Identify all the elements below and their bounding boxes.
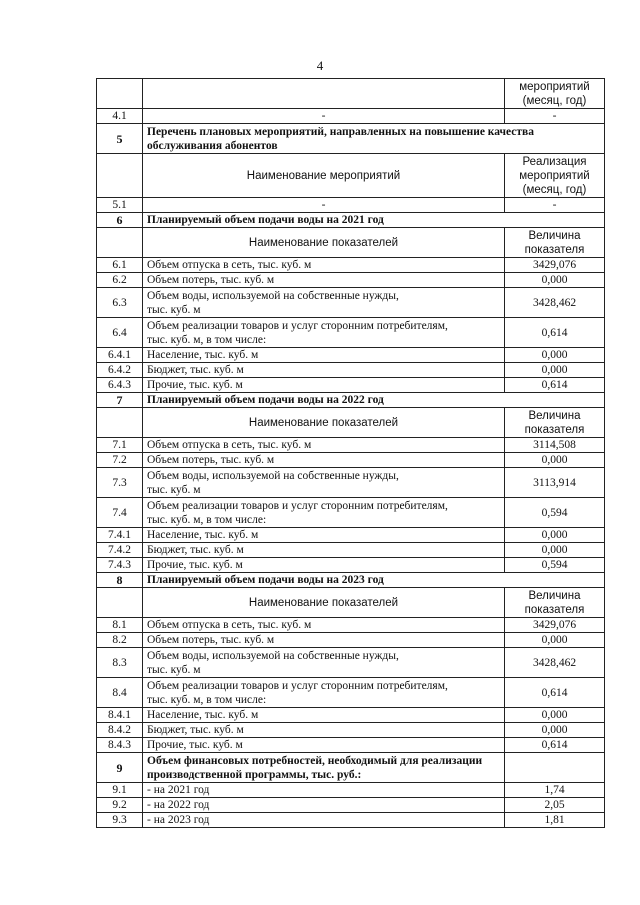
row-number: 7.4 xyxy=(97,498,143,528)
table-row xyxy=(97,783,605,798)
table-row xyxy=(97,618,605,633)
row-number: 7.4.3 xyxy=(97,558,143,573)
table-row xyxy=(97,498,605,528)
row-number: 6.4.2 xyxy=(97,363,143,378)
section-title-row xyxy=(97,124,605,154)
table-row xyxy=(97,813,605,828)
column-header-line: Реализация xyxy=(522,155,587,168)
row-value: 3428,462 xyxy=(505,288,605,318)
row-number: 8.4 xyxy=(97,678,143,708)
table-row xyxy=(97,288,605,318)
row-name xyxy=(143,678,505,708)
empty-num-cell xyxy=(97,408,143,438)
column-header-line: показателя xyxy=(524,603,585,616)
column-header-row xyxy=(97,228,605,258)
section-title-row xyxy=(97,393,605,408)
row-name-line: тыс. куб. м, в том числе: xyxy=(147,513,267,526)
row-value: 0,594 xyxy=(505,498,605,528)
row-number: 8.2 xyxy=(97,633,143,648)
row-value: 0,594 xyxy=(505,558,605,573)
table-row xyxy=(97,198,605,213)
column-header-row xyxy=(97,588,605,618)
row-value: - xyxy=(505,198,605,213)
empty-num-cell xyxy=(97,228,143,258)
table-row xyxy=(97,318,605,348)
column-header-row xyxy=(97,408,605,438)
row-name: - xyxy=(143,198,505,213)
row-name: Прочие, тыс. куб. м xyxy=(143,378,505,393)
row-number: 6.4.3 xyxy=(97,378,143,393)
table-row xyxy=(97,648,605,678)
row-name-line: тыс. куб. м, в том числе: xyxy=(147,333,267,346)
value-header-line: (месяц, год) xyxy=(522,94,587,107)
empty-num-cell xyxy=(97,154,143,198)
row-number: 7.2 xyxy=(97,453,143,468)
row-number: 6.1 xyxy=(97,258,143,273)
table-row xyxy=(97,258,605,273)
table-row xyxy=(97,738,605,753)
table-row xyxy=(97,528,605,543)
row-name xyxy=(143,498,505,528)
table-row xyxy=(97,798,605,813)
column-header-line: показателя xyxy=(524,243,585,256)
column-header-line: мероприятий xyxy=(519,169,590,182)
column-header-row xyxy=(97,154,605,198)
row-name: Бюджет, тыс. куб. м xyxy=(143,363,505,378)
section-title-row xyxy=(97,213,605,228)
row-name: Население, тыс. куб. м xyxy=(143,708,505,723)
row-number: 5.1 xyxy=(97,198,143,213)
column-header-name: Наименование показателей xyxy=(143,588,505,618)
section-title-row xyxy=(97,753,605,783)
table-row xyxy=(97,708,605,723)
row-name: Бюджет, тыс. куб. м xyxy=(143,543,505,558)
row-value: 0,614 xyxy=(505,378,605,393)
column-header-line: Величина xyxy=(528,229,581,242)
production-program-table xyxy=(96,78,605,828)
table-row xyxy=(97,363,605,378)
row-number: 6.2 xyxy=(97,273,143,288)
row-name: Прочие, тыс. куб. м xyxy=(143,738,505,753)
value-header-line: мероприятий xyxy=(519,80,590,93)
row-name-line: Объем реализации товаров и услуг сторонним потребителям, xyxy=(147,679,448,692)
empty-name-cell xyxy=(143,79,505,109)
column-header-line: показателя xyxy=(524,423,585,436)
row-name-line: тыс. куб. м xyxy=(147,303,201,316)
row-value: 0,000 xyxy=(505,543,605,558)
column-header-line: (месяц, год) xyxy=(522,183,587,196)
row-name xyxy=(143,468,505,498)
row-number: 6.4.1 xyxy=(97,348,143,363)
column-header-name: Наименование мероприятий xyxy=(143,154,505,198)
row-number: 7.4.1 xyxy=(97,528,143,543)
row-name xyxy=(143,318,505,348)
row-value: 0,000 xyxy=(505,273,605,288)
table-row xyxy=(97,378,605,393)
section-title: Перечень плановых мероприятий, направленных на повышение качества обслуживания абонентов xyxy=(143,124,605,154)
row-name: - xyxy=(143,109,505,124)
table-row xyxy=(97,273,605,288)
row-value: 0,000 xyxy=(505,363,605,378)
row-name: Объем отпуска в сеть, тыс. куб. м xyxy=(143,258,505,273)
row-value: 0,000 xyxy=(505,723,605,738)
table-row xyxy=(97,633,605,648)
table-row xyxy=(97,468,605,498)
row-name: Объем отпуска в сеть, тыс. куб. м xyxy=(143,618,505,633)
row-value: 0,000 xyxy=(505,708,605,723)
row-number: 8.1 xyxy=(97,618,143,633)
row-value: 0,614 xyxy=(505,738,605,753)
row-name: Население, тыс. куб. м xyxy=(143,528,505,543)
row-number: 6.4 xyxy=(97,318,143,348)
row-number: 8.4.1 xyxy=(97,708,143,723)
row-value: 0,000 xyxy=(505,453,605,468)
row-value: 3113,914 xyxy=(505,468,605,498)
row-name-line: Объем воды, используемой на собственные нужды, xyxy=(147,289,399,302)
empty-value-cell xyxy=(505,753,605,783)
row-number: 9.1 xyxy=(97,783,143,798)
row-name-line: Объем реализации товаров и услуг сторонним потребителям, xyxy=(147,499,448,512)
column-header-name: Наименование показателей xyxy=(143,228,505,258)
row-name: Бюджет, тыс. куб. м xyxy=(143,723,505,738)
row-number: 9.3 xyxy=(97,813,143,828)
row-name xyxy=(143,288,505,318)
row-value: 0,000 xyxy=(505,528,605,543)
row-name-line: Объем воды, используемой на собственные нужды, xyxy=(147,649,399,662)
row-value: 0,000 xyxy=(505,633,605,648)
row-value: 3428,462 xyxy=(505,648,605,678)
table-row xyxy=(97,348,605,363)
row-number: 7.3 xyxy=(97,468,143,498)
section-number: 5 xyxy=(97,124,143,154)
row-value: 1,81 xyxy=(505,813,605,828)
row-name-line: тыс. куб. м xyxy=(147,663,201,676)
value-header-cell xyxy=(505,79,605,109)
row-name: - на 2022 год xyxy=(143,798,505,813)
table-row xyxy=(97,723,605,738)
row-number: 6.3 xyxy=(97,288,143,318)
row-number: 9.2 xyxy=(97,798,143,813)
empty-num-cell xyxy=(97,588,143,618)
section-number: 7 xyxy=(97,393,143,408)
column-header-value xyxy=(505,228,605,258)
section-number: 6 xyxy=(97,213,143,228)
row-value: 3114,508 xyxy=(505,438,605,453)
row-value: 0,614 xyxy=(505,318,605,348)
row-name: Объем потерь, тыс. куб. м xyxy=(143,453,505,468)
row-value: 2,05 xyxy=(505,798,605,813)
row-name xyxy=(143,648,505,678)
row-number: 7.1 xyxy=(97,438,143,453)
row-name: Объем потерь, тыс. куб. м xyxy=(143,633,505,648)
row-value: - xyxy=(505,109,605,124)
row-name-line: Объем реализации товаров и услуг сторонним потребителям, xyxy=(147,319,448,332)
row-name-line: тыс. куб. м, в том числе: xyxy=(147,693,267,706)
row-number: 8.4.3 xyxy=(97,738,143,753)
section-title: Объем финансовых потребностей, необходимый для реализации производственной программы, тыс. руб.: xyxy=(143,753,505,783)
section-number: 8 xyxy=(97,573,143,588)
row-name: Население, тыс. куб. м xyxy=(143,348,505,363)
section-title: Планируемый объем подачи воды на 2023 год xyxy=(143,573,605,588)
table-row xyxy=(97,109,605,124)
table-row xyxy=(97,678,605,708)
table-row xyxy=(97,438,605,453)
row-value: 1,74 xyxy=(505,783,605,798)
column-header-line: Величина xyxy=(528,589,581,602)
row-number: 4.1 xyxy=(97,109,143,124)
section-title: Планируемый объем подачи воды на 2021 год xyxy=(143,213,605,228)
row-number: 8.3 xyxy=(97,648,143,678)
row-value: 3429,076 xyxy=(505,618,605,633)
row-number: 7.4.2 xyxy=(97,543,143,558)
row-name-line: Объем воды, используемой на собственные нужды, xyxy=(147,469,399,482)
table-row xyxy=(97,453,605,468)
row-value: 0,614 xyxy=(505,678,605,708)
row-number: 8.4.2 xyxy=(97,723,143,738)
row-name-line: тыс. куб. м xyxy=(147,483,201,496)
row-name: Объем отпуска в сеть, тыс. куб. м xyxy=(143,438,505,453)
page-number: 4 xyxy=(316,58,324,73)
row-name: Объем потерь, тыс. куб. м xyxy=(143,273,505,288)
row-value: 3429,076 xyxy=(505,258,605,273)
column-header-line: Величина xyxy=(528,409,581,422)
row-name: - на 2023 год xyxy=(143,813,505,828)
table-row xyxy=(97,543,605,558)
empty-num-cell xyxy=(97,79,143,109)
column-header-name: Наименование показателей xyxy=(143,408,505,438)
row-value: 0,000 xyxy=(505,348,605,363)
continuation-header-row xyxy=(97,79,605,109)
column-header-value xyxy=(505,154,605,198)
column-header-value xyxy=(505,408,605,438)
row-name: - на 2021 год xyxy=(143,783,505,798)
section-title-row xyxy=(97,573,605,588)
section-title: Планируемый объем подачи воды на 2022 год xyxy=(143,393,605,408)
section-number: 9 xyxy=(97,753,143,783)
row-name: Прочие, тыс. куб. м xyxy=(143,558,505,573)
column-header-value xyxy=(505,588,605,618)
table-row xyxy=(97,558,605,573)
